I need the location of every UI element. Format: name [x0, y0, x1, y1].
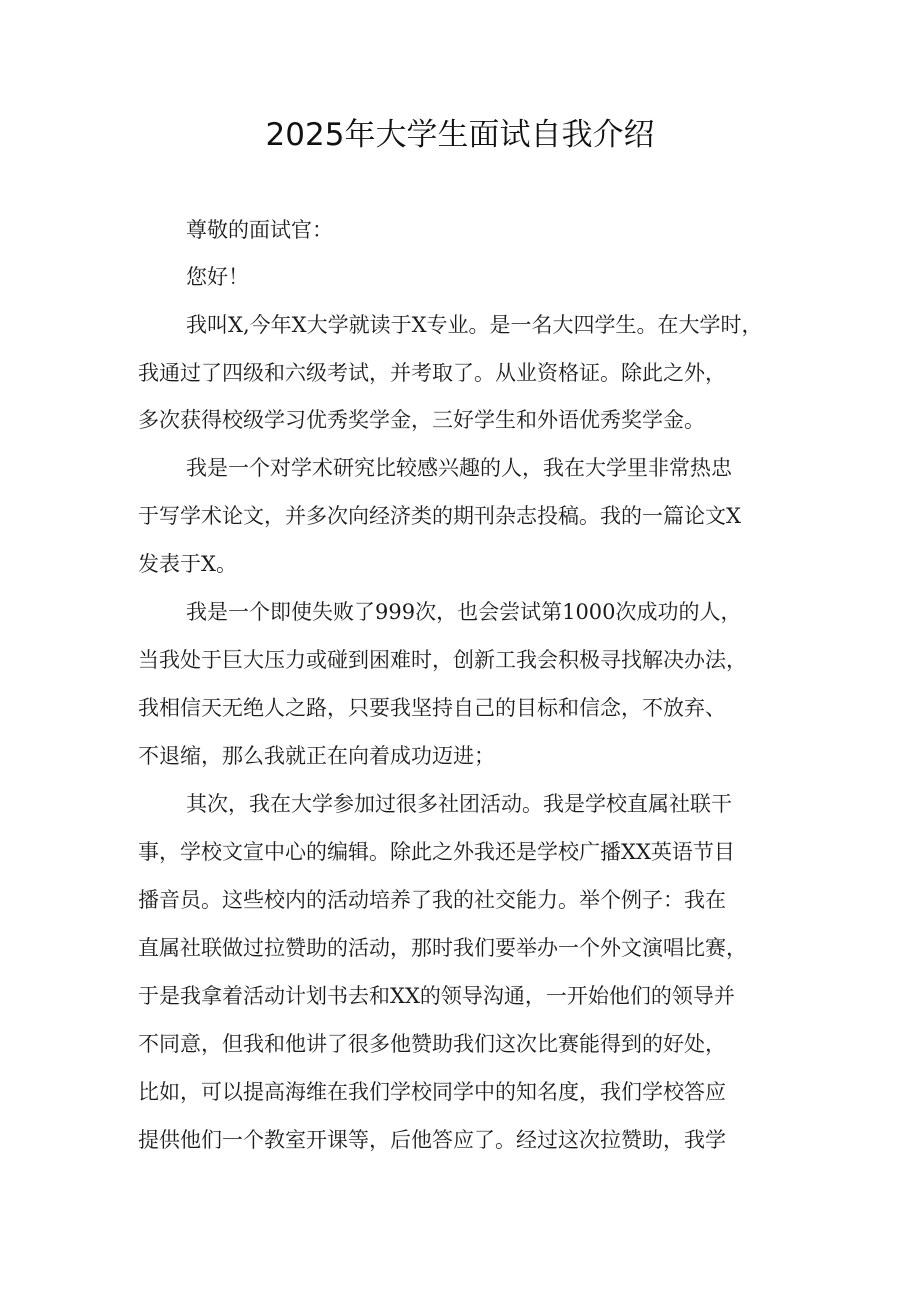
paragraph-3-line-3: 我相信天无绝人之路，只要我坚持自己的目标和信念，不放弃、	[138, 696, 726, 720]
paragraph-3-line-4: 不退缩，那么我就正在向着成功迈进；	[138, 744, 495, 768]
paragraph-1-line-2: 我通过了四级和六级考试，并考取了。从业资格证。除此之外，	[138, 361, 726, 385]
paragraph-3-line-1: 我是一个即使失败了999次，也会尝试第1000次成功的人，	[186, 600, 742, 624]
paragraph-4-line-4: 直属社联做过拉赞助的活动，那时我们要举办一个外文演唱比赛，	[138, 936, 747, 960]
paragraph-3-line-2: 当我处于巨大压力或碰到困难时，创新工我会积极寻找解决办法，	[138, 648, 747, 672]
paragraph-4-line-3: 播音员。这些校内的活动培养了我的社交能力。举个例子：我在	[138, 888, 726, 912]
paragraph-2-line-1: 我是一个对学术研究比较感兴趣的人，我在大学里非常热忠	[186, 456, 732, 480]
paragraph-4-line-1: 其次，我在大学参加过很多社团活动。我是学校直属社联干	[186, 792, 732, 816]
salutation-line: 尊敬的面试官：	[186, 218, 333, 242]
greeting-line: 您好！	[186, 265, 249, 289]
paragraph-2-line-3: 发表于X。	[138, 552, 237, 576]
paragraph-4-line-2: 事，学校文宣中心的编辑。除此之外我还是学校广播XX英语节目	[138, 840, 735, 864]
paragraph-4-line-6: 不同意，但我和他讲了很多他赞助我们这次比赛能得到的好处，	[138, 1032, 726, 1056]
paragraph-4-line-7: 比如，可以提高海维在我们学校同学中的知名度，我们学校答应	[138, 1080, 726, 1104]
paragraph-4-line-5: 于是我拿着活动计划书去和XX的领导沟通，一开始他们的领导并	[138, 984, 735, 1008]
paragraph-1-line-3: 多次获得校级学习优秀奖学金，三好学生和外语优秀奖学金。	[138, 408, 705, 432]
paragraph-1-line-1: 我叫X,今年X大学就读于X专业。是一名大四学生。在大学时，	[186, 313, 763, 337]
paragraph-4-line-8: 提供他们一个教室开课等，后他答应了。经过这次拉赞助，我学	[138, 1128, 726, 1152]
document-title: 2025年大学生面试自我介绍	[265, 117, 655, 153]
paragraph-2-line-2: 于写学术论文，并多次向经济类的期刊杂志投稿。我的一篇论文X	[138, 504, 741, 528]
